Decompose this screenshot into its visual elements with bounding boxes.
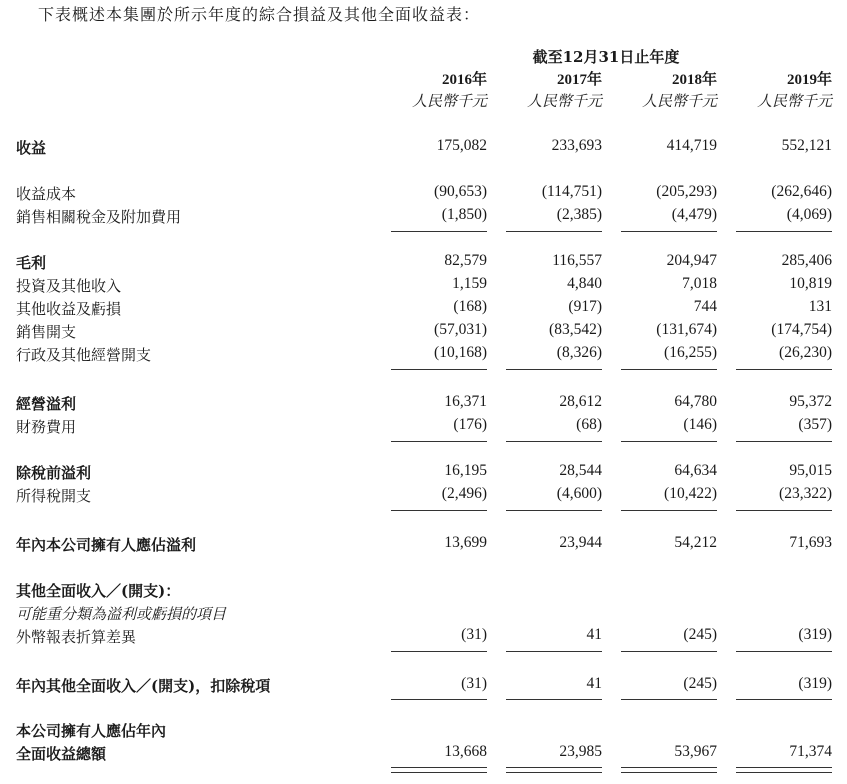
row-label: 可能重分類為溢利或虧損的項目 xyxy=(16,605,227,623)
table-cell: 41 xyxy=(586,626,602,643)
table-cell: (917) xyxy=(568,298,602,315)
table-cell: (4,069) xyxy=(786,206,832,223)
subtotal-rule xyxy=(391,510,487,511)
table-cell: (57,031) xyxy=(434,321,487,338)
table-cell: 552,121 xyxy=(781,137,832,154)
table-cell: (357) xyxy=(798,416,832,433)
year-header-2018: 2018年 xyxy=(671,72,717,88)
subtotal-rule xyxy=(506,699,602,700)
subtotal-rule xyxy=(621,510,717,511)
table-cell: 16,371 xyxy=(444,393,487,410)
table-cell: 95,015 xyxy=(789,462,832,479)
table-cell: 13,668 xyxy=(444,743,487,760)
table-cell: (174,754) xyxy=(771,321,832,338)
table-cell: (205,293) xyxy=(656,183,717,200)
subtotal-rule xyxy=(506,441,602,442)
row-label: 外幣報表折算差異 xyxy=(16,628,137,646)
subtotal-rule xyxy=(391,369,487,370)
row-label: 全面收益總額 xyxy=(16,745,107,763)
row-label: 其他收益及虧損 xyxy=(16,300,122,318)
row-label: 財務費用 xyxy=(16,418,77,436)
table-cell: (319) xyxy=(798,675,832,692)
subtotal-rule xyxy=(391,231,487,232)
table-cell: (23,322) xyxy=(779,485,832,502)
subtotal-rule xyxy=(736,369,832,370)
table-cell: 7,018 xyxy=(682,275,717,292)
row-label: 年內本公司擁有人應佔溢利 xyxy=(16,536,197,554)
table-cell: (31) xyxy=(461,675,487,692)
row-label: 所得稅開支 xyxy=(16,487,92,505)
table-cell: 1,159 xyxy=(452,275,487,292)
subtotal-rule xyxy=(736,441,832,442)
row-label: 其他全面收入／(開支)： xyxy=(16,582,181,600)
row-label: 銷售開支 xyxy=(16,323,77,341)
table-cell: 744 xyxy=(693,298,717,315)
subtotal-rule xyxy=(621,231,717,232)
table-cell: 23,944 xyxy=(559,534,602,551)
unit-label-2019: 人民幣千元 xyxy=(756,92,832,110)
subtotal-rule xyxy=(621,369,717,370)
table-cell: (262,646) xyxy=(771,183,832,200)
table-cell: (245) xyxy=(683,626,717,643)
table-cell: 95,372 xyxy=(789,393,832,410)
table-cell: 28,544 xyxy=(559,462,602,479)
table-cell: (83,542) xyxy=(549,321,602,338)
table-cell: (8,326) xyxy=(556,344,602,361)
table-cell: (114,751) xyxy=(541,183,602,200)
table-cell: 82,579 xyxy=(444,252,487,269)
total-double-rule xyxy=(736,767,832,773)
subtotal-rule xyxy=(736,510,832,511)
table-cell: 53,967 xyxy=(674,743,717,760)
subtotal-rule xyxy=(506,651,602,652)
table-cell: 4,840 xyxy=(567,275,602,292)
subtotal-rule xyxy=(736,699,832,700)
table-cell: (4,600) xyxy=(556,485,602,502)
total-double-rule xyxy=(391,767,487,773)
total-double-rule xyxy=(506,767,602,773)
row-label: 經營溢利 xyxy=(16,395,77,413)
table-cell: (131,674) xyxy=(656,321,717,338)
table-cell: (10,422) xyxy=(664,485,717,502)
row-label: 行政及其他經營開支 xyxy=(16,346,152,364)
table-cell: (168) xyxy=(453,298,487,315)
table-cell: (245) xyxy=(683,675,717,692)
row-label: 投資及其他收入 xyxy=(16,277,122,295)
table-cell: (90,653) xyxy=(434,183,487,200)
table-cell: (31) xyxy=(461,626,487,643)
table-cell: 175,082 xyxy=(436,137,487,154)
table-cell: 64,780 xyxy=(674,393,717,410)
table-cell: (2,496) xyxy=(441,485,487,502)
subtotal-rule xyxy=(506,369,602,370)
unit-label-2016: 人民幣千元 xyxy=(411,92,487,110)
year-header-2017: 2017年 xyxy=(556,72,602,88)
row-label: 毛利 xyxy=(16,254,47,272)
subtotal-rule xyxy=(391,651,487,652)
table-cell: (2,385) xyxy=(556,206,602,223)
unit-label-2017: 人民幣千元 xyxy=(526,92,602,110)
row-label: 年內其他全面收入／(開支)，扣除稅項 xyxy=(16,677,271,695)
total-double-rule xyxy=(621,767,717,773)
table-cell: 16,195 xyxy=(444,462,487,479)
subtotal-rule xyxy=(621,441,717,442)
table-cell: (4,479) xyxy=(671,206,717,223)
table-cell: 71,693 xyxy=(789,534,832,551)
row-label: 收益成本 xyxy=(16,185,77,203)
table-cell: 54,212 xyxy=(674,534,717,551)
table-cell: 41 xyxy=(586,675,602,692)
subtotal-rule xyxy=(506,510,602,511)
period-header: 截至12月31日止年度 xyxy=(532,48,680,66)
subtotal-rule xyxy=(621,699,717,700)
table-cell: 285,406 xyxy=(781,252,832,269)
subtotal-rule xyxy=(391,699,487,700)
subtotal-rule xyxy=(506,231,602,232)
subtotal-rule xyxy=(391,441,487,442)
table-cell: 28,612 xyxy=(559,393,602,410)
subtotal-rule xyxy=(736,231,832,232)
table-cell: 23,985 xyxy=(559,743,602,760)
row-label: 銷售相關稅金及附加費用 xyxy=(16,208,182,226)
table-cell: 10,819 xyxy=(789,275,832,292)
table-cell: 204,947 xyxy=(666,252,717,269)
row-label: 除稅前溢利 xyxy=(16,464,92,482)
year-header-2019: 2019年 xyxy=(786,72,832,88)
table-cell: 414,719 xyxy=(666,137,717,154)
table-cell: (16,255) xyxy=(664,344,717,361)
table-cell: (1,850) xyxy=(441,206,487,223)
table-cell: 71,374 xyxy=(789,743,832,760)
subtotal-rule xyxy=(621,651,717,652)
table-cell: (146) xyxy=(683,416,717,433)
unit-label-2018: 人民幣千元 xyxy=(641,92,717,110)
table-cell: (176) xyxy=(453,416,487,433)
table-cell: 64,634 xyxy=(674,462,717,479)
year-header-2016: 2016年 xyxy=(441,72,487,88)
table-cell: 233,693 xyxy=(551,137,602,154)
subtotal-rule xyxy=(736,651,832,652)
table-cell: 131 xyxy=(808,298,832,315)
row-label: 收益 xyxy=(16,139,47,157)
table-cell: (26,230) xyxy=(779,344,832,361)
table-cell: 116,557 xyxy=(552,252,602,269)
intro-text: 下表概述本集團於所示年度的綜合損益及其他全面收益表： xyxy=(38,5,481,24)
row-label: 本公司擁有人應佔年內 xyxy=(16,722,167,740)
table-cell: (10,168) xyxy=(434,344,487,361)
table-cell: (68) xyxy=(576,416,602,433)
table-cell: 13,699 xyxy=(444,534,487,551)
table-cell: (319) xyxy=(798,626,832,643)
